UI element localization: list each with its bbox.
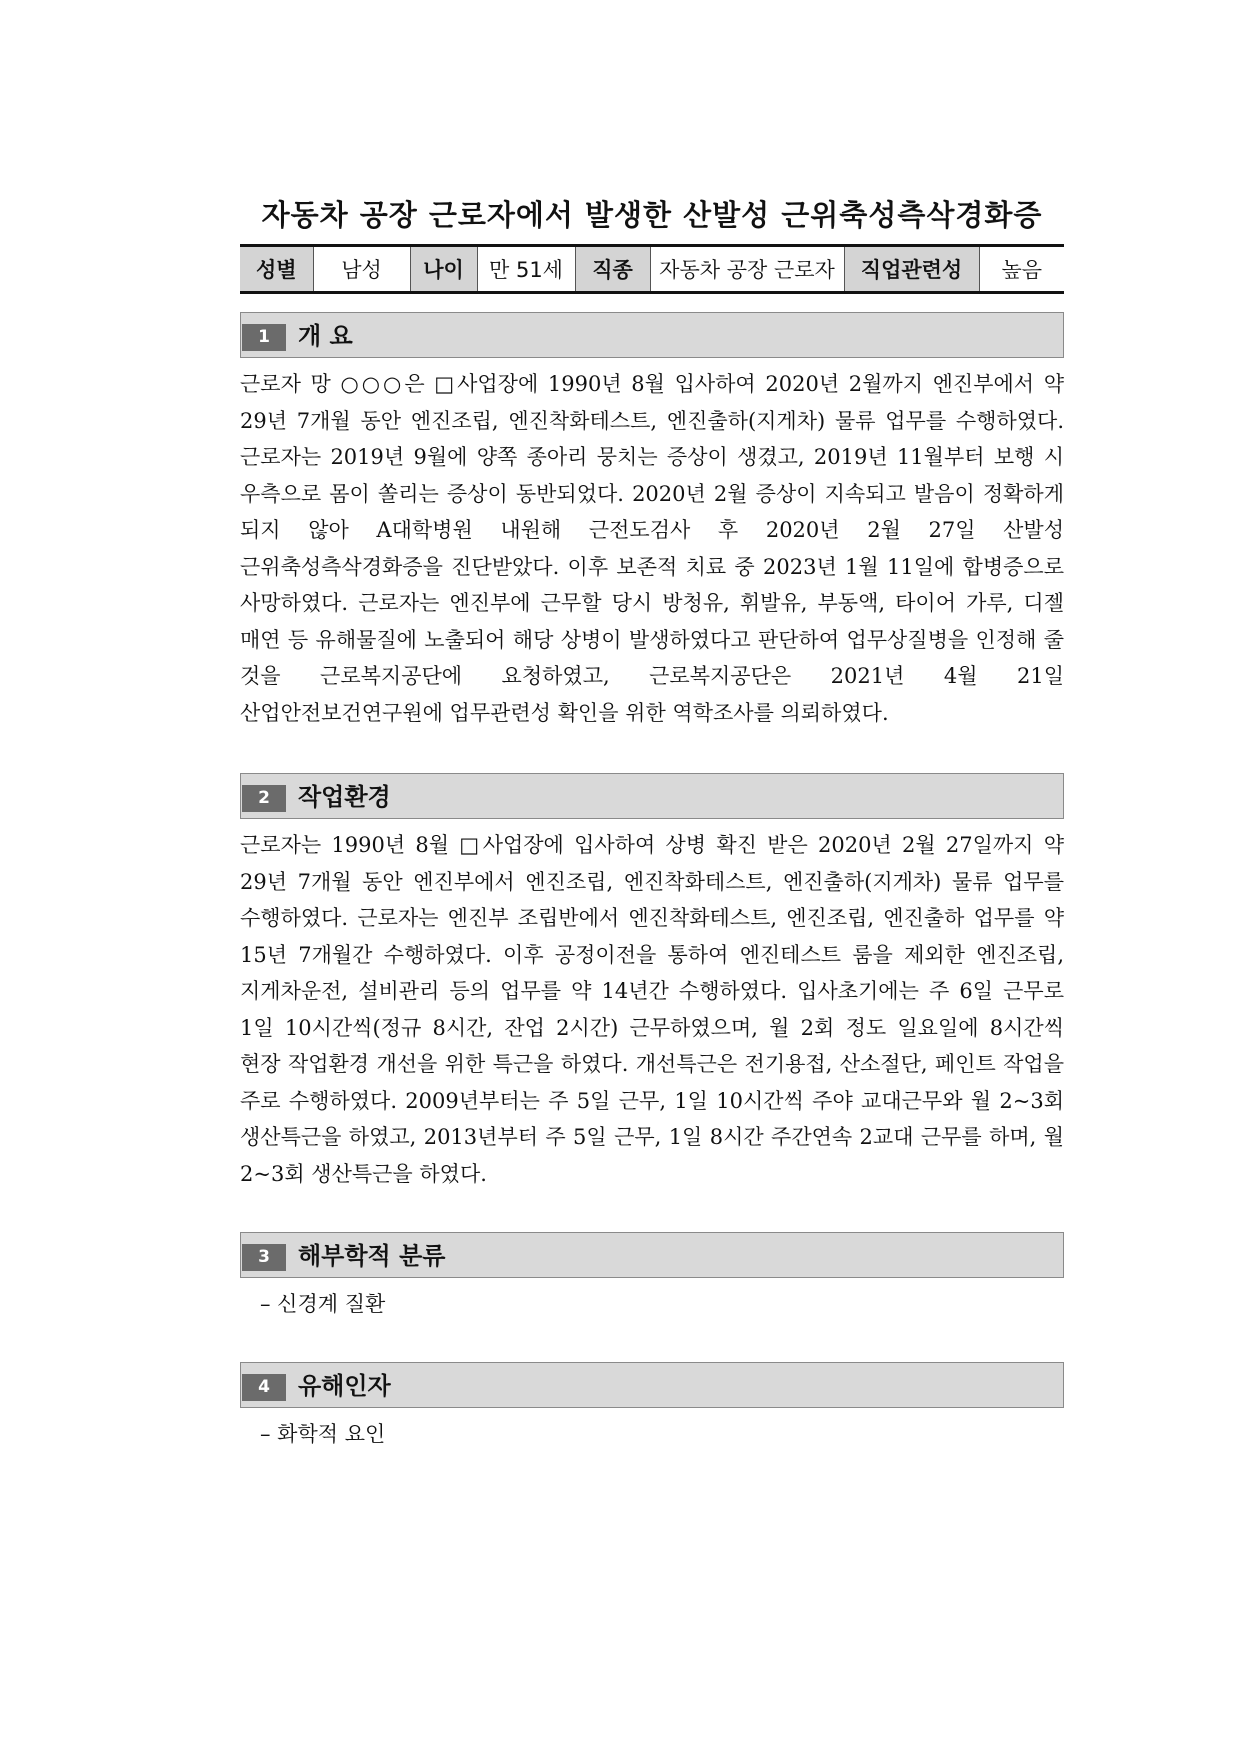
section-header-hazard-factor	[240, 1362, 1064, 1408]
section-title: 개 요	[298, 322, 353, 350]
section-header-work-environment	[240, 773, 1064, 819]
section-number: 3	[242, 1244, 286, 1271]
section-number: 1	[242, 324, 286, 351]
section-header-overview	[240, 312, 1064, 358]
section-number: 4	[242, 1374, 286, 1401]
document-page	[240, 190, 1064, 1452]
section-number: 2	[242, 785, 286, 812]
work-environment-paragraph: 근로자는 1990년 8월 □사업장에 입사하여 상병 확진 받은 2020년 2월 27일까지 약 29년 7개월 동안 엔진부에서 엔진조립, 엔진착화테스트, 엔진출하(지게차) 물류 업무를 수행하였다. 근로자는 엔진부 조립반에서 엔진착화테스트, 엔진조립, 엔진출하 업무를 약 15년 7개월간 수행하였다. 이후 공정이전을 통하여 엔진테스트 룸을 제외한 엔진조립, 지게차운전, 설비관리 등의 업무를 약 14년간 수행하였다. 입사초기에는 주 6일 근무로 1일 10시간씩(정규 8시간, 잔업 2시간) 근무하였으며, 월 2회 정도 일요일에 8시간씩 현장 작업환경 개선을 위한 특근을 하였다. 개선특근은 전기용접, 산소절단, 페인트 작업을 주로 수행하였다. 2009년부터는 주 5일 근무, 1일 10시간씩 주야 교대근무와 월 2~3회 생산특근을 하였고, 2013년부터 주 5일 근무, 1일 8시간 주간연속 2교대 근무를 하며, 월 2~3회 생산특근을 하였다.	[240, 833, 1064, 1186]
age-label: 나이	[410, 246, 477, 293]
section-title: 유해인자	[298, 1372, 391, 1400]
document-title: 자동차 공장 근로자에서 발생한 산발성 근위축성측삭경화증	[261, 198, 1043, 232]
job-value: 자동차 공장 근로자	[650, 246, 844, 293]
overview-paragraph: 근로자 망 ○○○은 □사업장에 1990년 8월 입사하여 2020년 2월까지 엔진부에서 약 29년 7개월 동안 엔진조립, 엔진착화테스트, 엔진출하(지게차) 물류 업무를 수행하였다. 근로자는 2019년 9월에 양쪽 종아리 뭉치는 증상이 생겼고, 2019년 11월부터 보행 시 우측으로 몸이 쏠리는 증상이 동반되었다. 2020년 2월 증상이 지속되고 발음이 정확하게 되지 않아 A대학병원 내원해 근전도검사 후 2020년 2월 27일 산발성 근위축성측삭경화증을 진단받았다. 이후 보존적 치료 중 2023년 1월 11일에 합병증으로 사망하였다. 근로자는 엔진부에 근무할 당시 방청유, 휘발유, 부동액, 타이어 가루, 디젤 매연 등 유해물질에 노출되어 해당 상병이 발생하였다고 판단하여 업무상질병을 인정해 줄 것을 근로복지공단에 요청하였고, 근로복지공단은 2021년 4월 21일 산업안전보건연구원에 업무관련성 확인을 위한 역학조사를 의뢰하였다.	[240, 372, 1064, 725]
sex-label: 성별	[240, 246, 313, 293]
job-label: 직종	[575, 246, 650, 293]
case-info-table	[240, 244, 1064, 294]
sex-value: 남성	[313, 246, 410, 293]
relevance-value: 높음	[979, 246, 1064, 293]
section-header-anatomical-classification	[240, 1232, 1064, 1278]
section-title: 작업환경	[298, 783, 391, 811]
anatomical-classification-item: – 신경계 질환	[260, 1292, 386, 1316]
age-value: 만 51세	[477, 246, 575, 293]
hazard-factor-item: – 화학적 요인	[260, 1422, 386, 1446]
relevance-label: 직업관련성	[844, 246, 979, 293]
section-title: 해부학적 분류	[298, 1242, 446, 1270]
